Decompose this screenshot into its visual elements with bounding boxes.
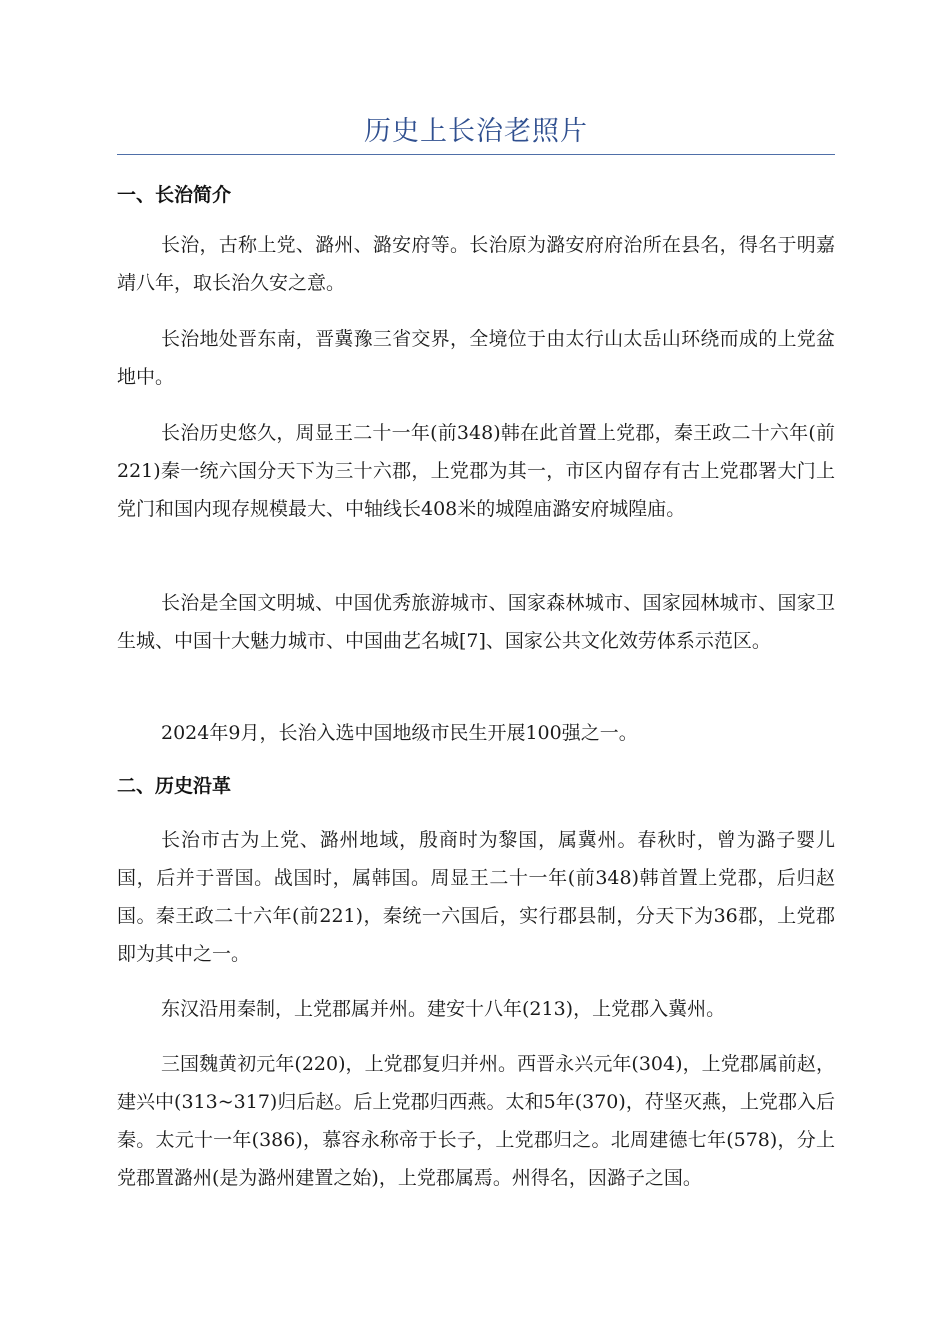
history-paragraph-3: 三国魏黄初元年(220)，上党郡复归并州。西晋永兴元年(304)，上党郡属前赵，建兴中(313~317)归后赵。后上党郡归西燕。太和5年(370)，苻坚灭燕，上党郡入后秦。太元十一年(386)，慕容永称帝于长子，上党郡归之。北周建德七年(578)，分上党郡置潞州(是为潞州建置之始)，上党郡属焉。州得名，因潞子之国。 [117, 1053, 835, 1189]
history-paragraph-2: 东汉沿用秦制，上党郡属并州。建安十八年(213)，上党郡入冀州。 [161, 998, 726, 1020]
section-heading-intro: 一、长治简介 [117, 184, 232, 206]
intro-paragraph-5: 2024年9月，长治入选中国地级市民生开展100强之一。 [161, 722, 638, 744]
history-paragraph-1: 长治市古为上党、潞州地域，殷商时为黎国，属冀州。春秋时，曾为潞子婴儿国，后并于晋国。战国时，属韩国。周显王二十一年(前348)韩首置上党郡，后归赵国。秦王政二十六年(前221)，秦统一六国后，实行郡县制，分天下为36郡，上党郡即为其中之一。 [117, 829, 835, 965]
intro-paragraph-2: 长治地处晋东南，晋冀豫三省交界，全境位于由太行山太岳山环绕而成的上党盆地中。 [117, 328, 835, 388]
intro-paragraph-4: 长治是全国文明城、中国优秀旅游城市、国家森林城市、国家园林城市、国家卫生城、中国十大魅力城市、中国曲艺名城[7]、国家公共文化效劳体系示范区。 [117, 592, 835, 652]
intro-paragraph-3: 长治历史悠久，周显王二十一年(前348)韩在此首置上党郡，秦王政二十六年(前221)秦一统六国分天下为三十六郡，上党郡为其一，市区内留存有古上党郡署大门上党门和国内现存规模最大、中轴线长408米的城隍庙潞安府城隍庙。 [117, 422, 835, 520]
intro-paragraph-1: 长治，古称上党、潞州、潞安府等。长治原为潞安府府治所在县名，得名于明嘉靖八年，取长治久安之意。 [117, 234, 835, 294]
document-title: 历史上长治老照片 [364, 116, 588, 147]
section-heading-history: 二、历史沿革 [117, 775, 232, 797]
title-underline-divider [117, 154, 835, 155]
